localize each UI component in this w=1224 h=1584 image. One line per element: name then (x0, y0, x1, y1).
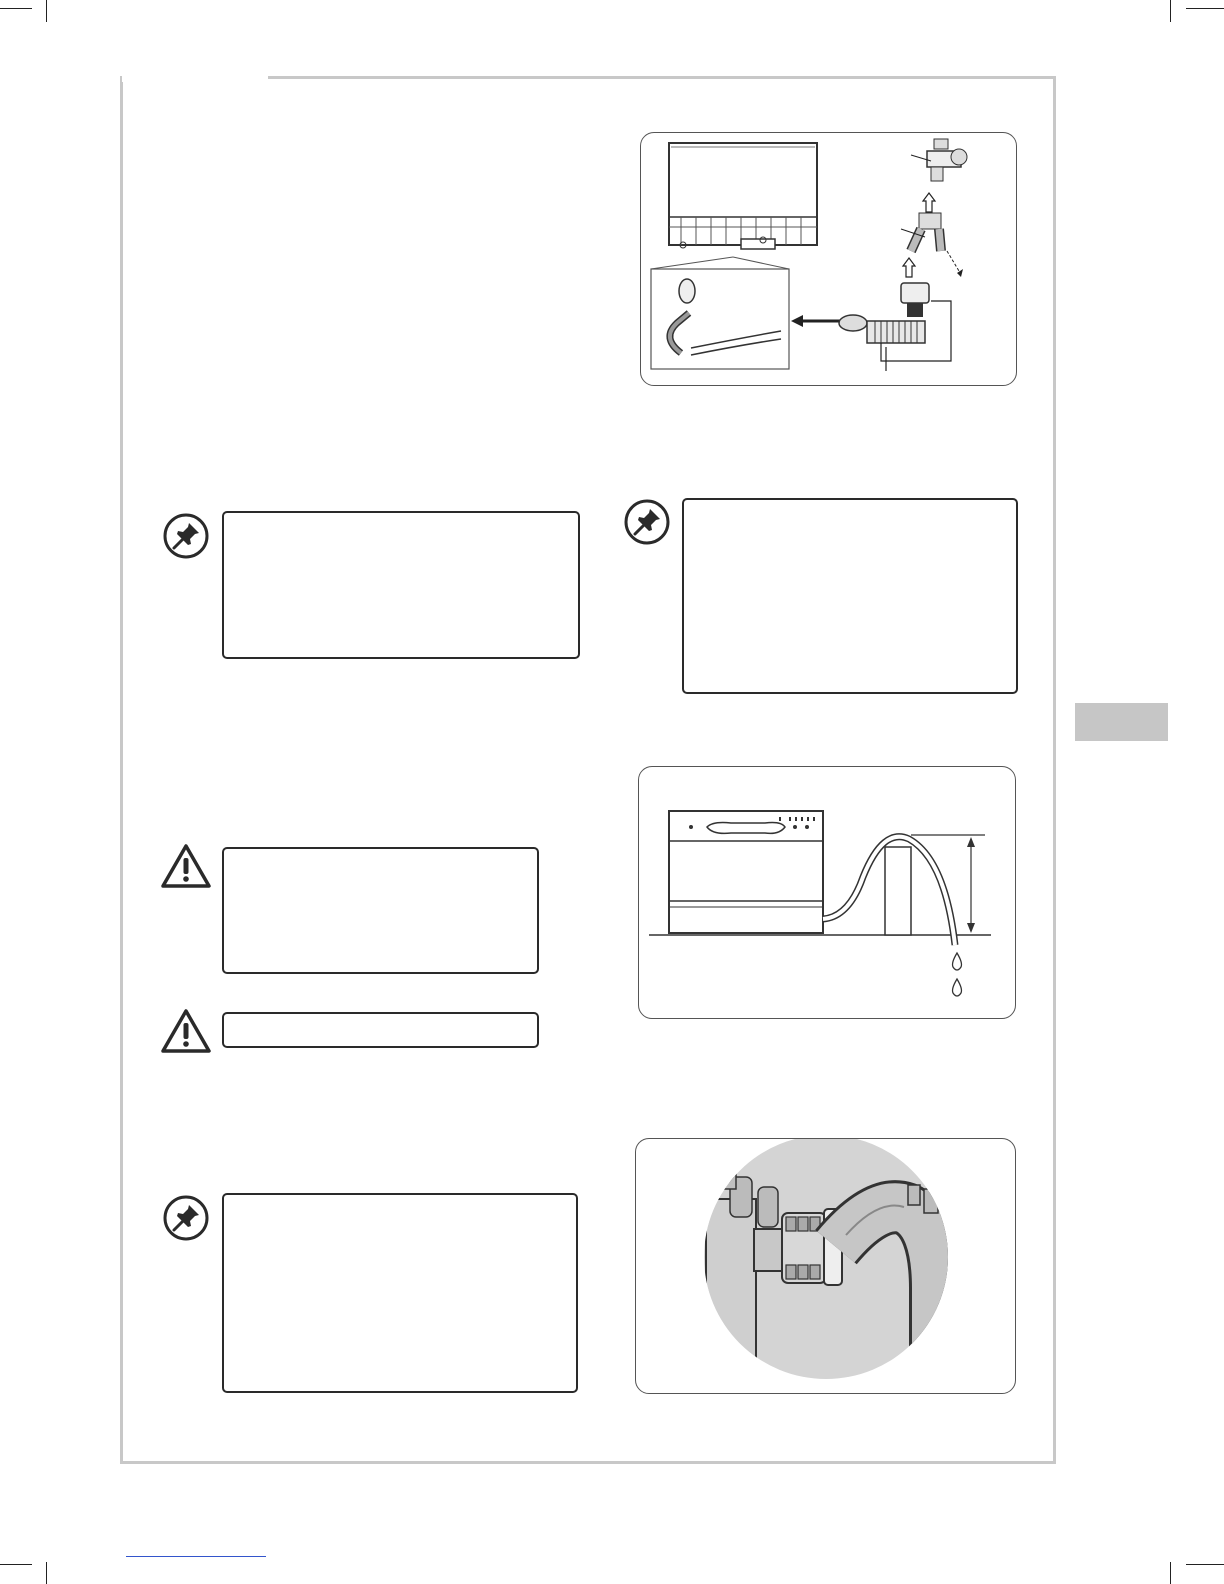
side-tab (1075, 703, 1168, 741)
drain-hose-height-figure (638, 766, 1016, 1019)
crop-mark-bottom-right (1186, 1564, 1224, 1565)
warning-triangle-icon (160, 843, 212, 889)
note-box-3 (222, 1193, 578, 1393)
note-box-1 (222, 511, 580, 659)
warning-box-1 (222, 847, 539, 974)
crop-mark-bottom-left-vertical (46, 1562, 47, 1584)
pushpin-icon (162, 512, 210, 560)
footer-rule (126, 1556, 266, 1557)
crop-mark-bottom-left (0, 1564, 32, 1565)
hose-clamp-figure (635, 1138, 1016, 1394)
crop-mark-bottom-right-vertical (1170, 1562, 1171, 1584)
water-inlet-connection-figure (640, 132, 1017, 386)
pushpin-icon (162, 1194, 210, 1242)
crop-mark-top-right-vertical (1170, 0, 1171, 22)
pushpin-icon (623, 498, 671, 546)
warning-triangle-icon (160, 1008, 212, 1054)
crop-mark-top-left (0, 8, 32, 9)
note-box-2 (682, 498, 1018, 694)
frame-notch (122, 72, 268, 82)
crop-mark-top-right (1186, 8, 1224, 9)
crop-mark-top-left-vertical (46, 0, 47, 22)
warning-box-2 (222, 1012, 539, 1048)
